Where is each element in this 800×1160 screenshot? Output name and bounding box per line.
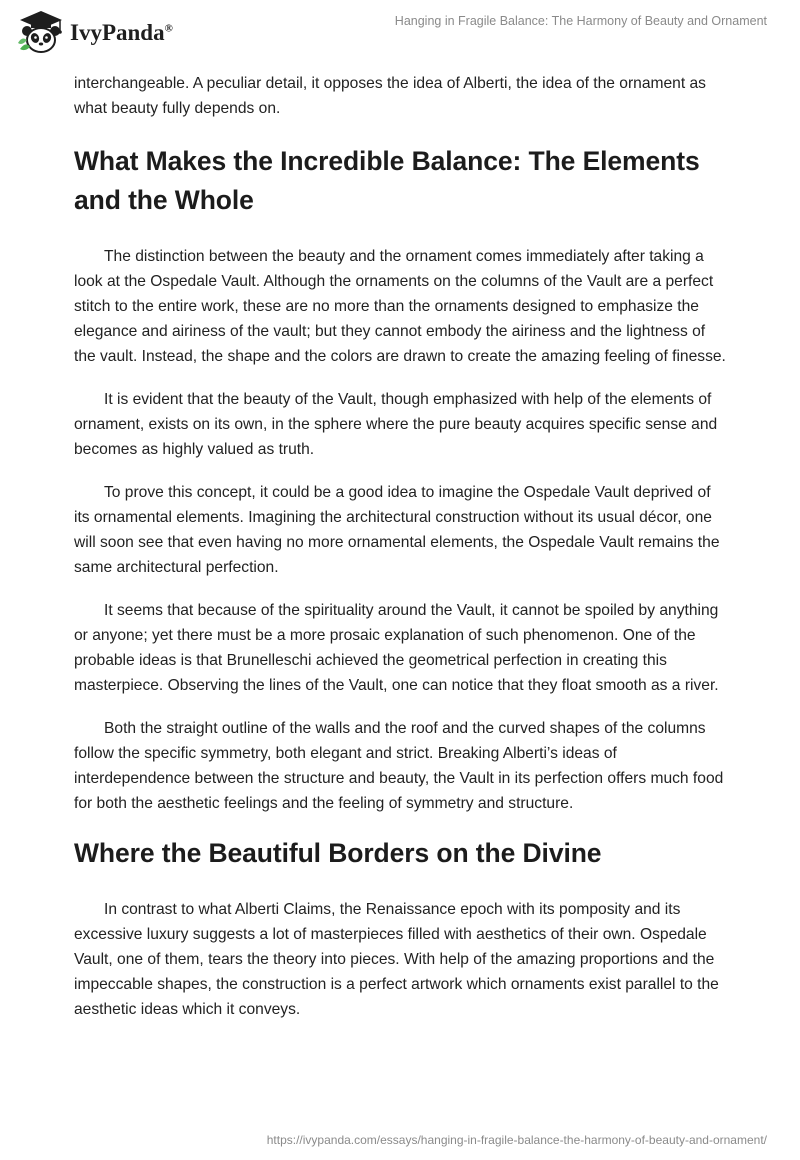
source-url-link[interactable]: https://ivypanda.com/essays/hanging-in-fragile-balance-the-harmony-of-beauty-and-ornament/: [266, 1133, 767, 1147]
document-title: Hanging in Fragile Balance: The Harmony of Beauty and Ornament: [394, 14, 767, 28]
section-heading-balance: What Makes the Incredible Balance: The Elements and the Whole: [74, 146, 700, 215]
ivypanda-logo[interactable]: [14, 9, 173, 55]
paragraph: The distinction between the beauty and the ornament comes immediately after taking a look at the Ospedale Vault. Although the ornaments on the columns of the Vault are a perfect stitch to the entire work, these are no more than the ornaments designed to emphasize the elegance and airiness of the vault; but they cannot embody the airiness and the lightness of the vault. Instead, the shape and the colors are drawn to create the amazing feeling of finesse.: [74, 248, 726, 365]
lead-paragraph: interchangeable. A peculiar detail, it opposes the idea of Alberti, the idea of the ornament as what beauty fully depends on.: [74, 75, 706, 117]
essay-content: [74, 71, 726, 1040]
brand-name: IvyPanda®: [70, 20, 173, 45]
paragraph: It seems that because of the spirituality around the Vault, it cannot be spoiled by anything or anyone; yet there must be a more prosaic explanation of such phenomenon. One of the probable ideas is that Brunelleschi achieved the geometrical perfection in creating this masterpiece. Observing the lines of the Vault, one can notice that they float smooth as a river.: [74, 602, 719, 694]
paragraph: Both the straight outline of the walls and the roof and the curved shapes of the columns follow the specific symmetry, both elegant and strict. Breaking Alberti’s ideas of interdependence between the structure and beauty, the Vault in its perfection offers much food for both the aesthetic feelings and the feeling of symmetry and structure.: [74, 720, 724, 812]
paragraph: In contrast to what Alberti Claims, the Renaissance epoch with its pomposity and its excessive luxury suggests a lot of masterpieces filled with aesthetics of their own. Ospedale Vault, one of them, tears the theory into pieces. With help of the amazing proportions and the impeccable shapes, the construction is a perfect artwork which ornaments exist parallel to the aesthetic ideas which it conveys.: [74, 901, 719, 1018]
paragraph: It is evident that the beauty of the Vault, though emphasized with help of the elements of ornament, exists on its own, in the sphere where the pure beauty acquires specific sense and becomes as highly valued as truth.: [74, 391, 718, 458]
page-header: [0, 0, 800, 60]
section-heading-divine: Where the Beautiful Borders on the Divine: [74, 838, 602, 868]
panda-graduate-icon: [14, 9, 68, 55]
paragraph: To prove this concept, it could be a good idea to imagine the Ospedale Vault deprived of its ornamental elements. Imagining the architectural construction without its usual décor, one will soon see that even having no more ornamental elements, the Ospedale Vault remains the same architectural perfection.: [74, 484, 720, 576]
